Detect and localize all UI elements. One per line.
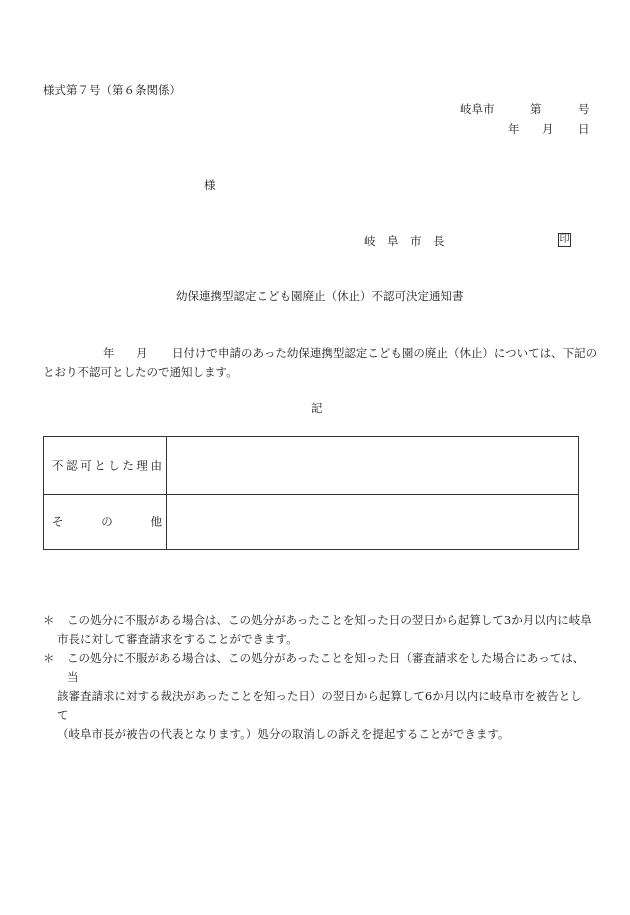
reason-label-char: と [94,457,106,472]
note-1-line2: 市長に対して審査請求をすることができます。 [57,632,298,646]
other-label-char: 他 [150,514,162,529]
reason-label-char: 可 [80,457,92,472]
note-1-line1: この処分に不服がある場合は、この処分があったことを知った日の翌日から起算して3か月以内に岐阜 [67,613,592,627]
table-row-other [44,494,578,550]
body-date-month: 月 [136,346,148,360]
note-mark: ＊ [43,613,55,627]
reason-label-char: 認 [66,457,78,472]
other-label [52,516,162,528]
body-line2: とおり不認可としたので通知します。 [43,365,238,379]
note-2-line3: （岐阜市長が被告の代表となります。）処分の取消しの訴えを提起することができます。 [57,727,510,741]
reason-label [52,457,162,472]
signatory-title: 岐 阜 市 長 [364,234,445,248]
ki-heading: 記 [311,401,323,415]
form-number: 様式第７号（第６条関係） [43,83,181,97]
reason-label-char: し [108,457,120,472]
reason-label-char: 不 [52,457,64,472]
note-2-line1: この処分に不服がある場合は、この処分があったことを知った日（審査請求をした場合にあっては、当 [67,651,585,684]
date-day: 日 [578,122,590,136]
date-year: 年 [508,122,520,136]
details-table [43,436,579,550]
reason-label-char: 由 [150,457,162,472]
body-date-year: 年 [103,346,115,360]
recipient-sama: 様 [204,178,216,192]
seal-mark: 印 [559,234,570,245]
table-row-reason [44,437,578,495]
note-2-line2: 該審査請求に対する裁決があったことを知った日）の翌日から起算して6か月以内に岐阜市を被告として [57,689,582,722]
body-line1: 日付けで申請のあった幼保連携型認定こども園の廃止（休止）については、下記の [172,346,598,360]
issuer-city: 岐阜市 [460,102,495,116]
reason-label-char: た [122,457,134,472]
date-month: 月 [542,122,554,136]
other-label-char: そ [52,514,64,529]
issuer-dai: 第 [530,102,542,116]
issuer-go: 号 [578,102,590,116]
note-1 [43,611,593,649]
note-2 [43,649,593,744]
document-title: 幼保連携型認定こども園廃止（休止）不認可決定通知書 [176,289,464,303]
note-mark: ＊ [43,651,55,665]
other-label-char: の [101,514,113,529]
reason-label-char: 理 [136,457,148,472]
